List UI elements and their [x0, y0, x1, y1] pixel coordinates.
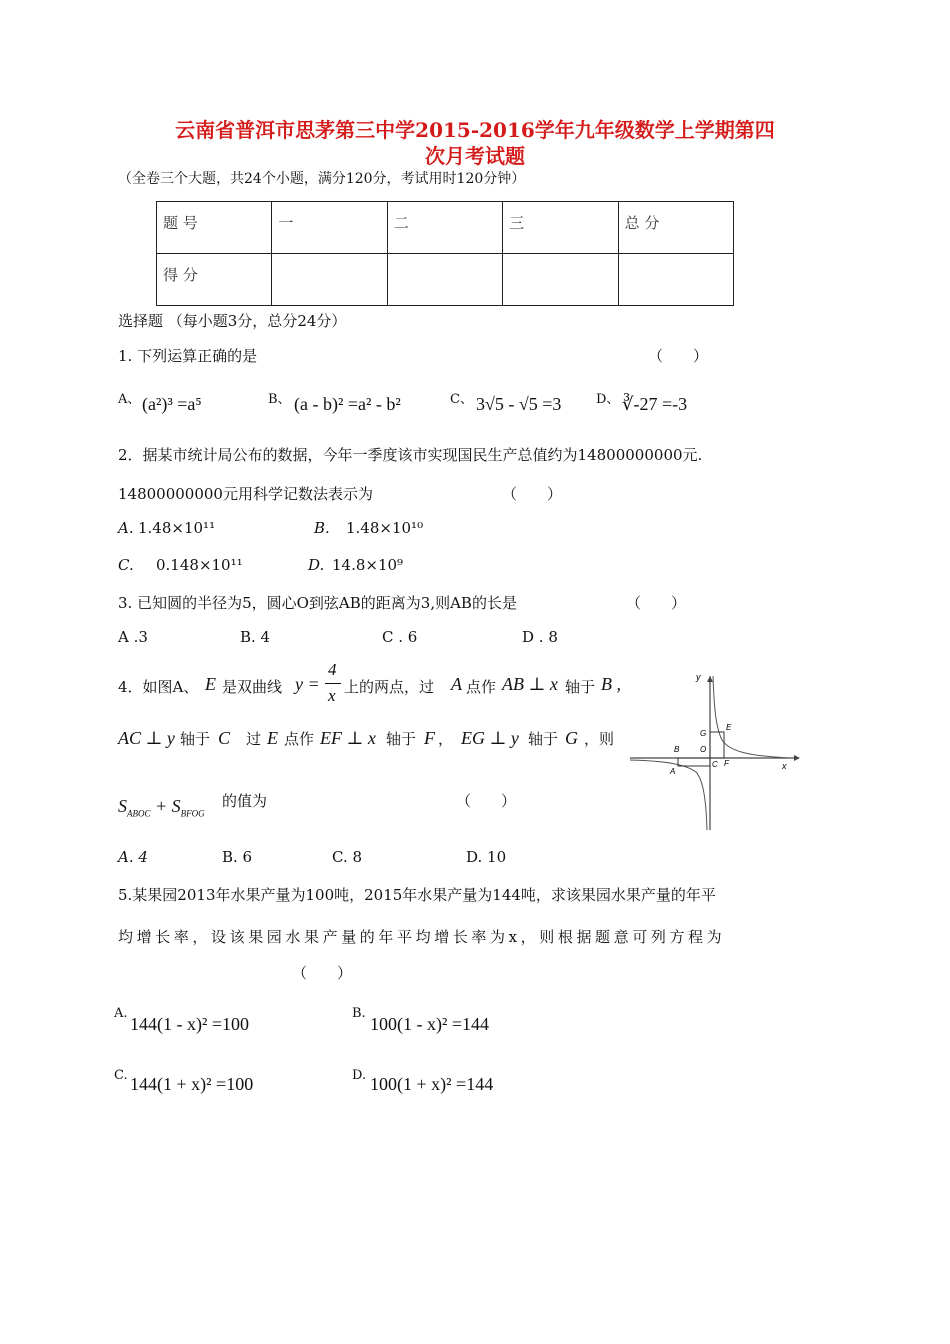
- y-axis-arrow: [707, 676, 713, 682]
- q5-stem-line-1: 5.某果园2013年水果产量为100吨，2015年水果产量为144吨，求该果园水果产量的年平: [118, 886, 716, 904]
- q5-option-b-label: B.: [352, 1006, 366, 1021]
- q1-answer-paren: （ ）: [648, 347, 709, 365]
- q4-stem-part-4: 点作: [466, 678, 497, 696]
- title-line-1: 云南省普洱市思茅第三中学2015-2016学年九年级数学上学期第四: [175, 118, 775, 142]
- q5-option-d-label: D.: [352, 1068, 367, 1083]
- hyperbola-branch-lower: [630, 760, 707, 830]
- q4-math-b: B ,: [601, 674, 621, 694]
- score-row-label: 得 分: [157, 254, 272, 306]
- q4-math-y-eq: y =: [295, 674, 320, 694]
- q4-math-g: G: [565, 728, 578, 748]
- q3-option-a: A .3: [118, 628, 148, 646]
- q5-option-c-label: C.: [114, 1068, 128, 1083]
- score-header-cell: 三: [503, 202, 618, 254]
- q4-option-a: A. 4: [118, 848, 148, 866]
- score-cell[interactable]: [618, 254, 733, 306]
- q4-line2-part-4: 轴于: [386, 730, 417, 748]
- q4-fraction-denominator: x: [328, 686, 336, 705]
- q2-option-b-label: B.: [314, 519, 330, 537]
- score-cell[interactable]: [387, 254, 502, 306]
- q1-option-b-expr: (a - b)² =a² - b²: [294, 394, 401, 414]
- label-b: B: [674, 745, 680, 754]
- q4-math-eg-perp-y: EG ⊥ y: [461, 728, 519, 748]
- score-table: [156, 201, 734, 306]
- q4-line2-part-1: 轴于: [180, 730, 211, 748]
- q1-option-c-label: C、: [450, 392, 473, 407]
- hyperbola-branch-upper: [713, 676, 790, 758]
- score-cell[interactable]: [503, 254, 618, 306]
- q4-math-c: C: [218, 728, 231, 748]
- score-header-cell: 题 号: [157, 202, 272, 254]
- label-g: G: [700, 729, 707, 738]
- q4-math-area-sum: $S_{ABOC} + S_{BFOG}$: [118, 796, 205, 819]
- rect-bfog: [710, 732, 724, 758]
- q4-stem-part-3: 上的两点，过: [344, 678, 435, 696]
- exam-info: （全卷三个大题，共24个小题，满分120分，考试用时120分钟）: [118, 171, 526, 187]
- label-c: C: [712, 760, 718, 769]
- label-e: E: [726, 723, 732, 732]
- q4-fraction-numerator: 4: [328, 660, 337, 679]
- rect-aboc: [678, 758, 710, 766]
- score-cell[interactable]: [272, 254, 387, 306]
- q4-line2-part-3: 点作: [284, 730, 315, 748]
- q4-fraction-bar: [325, 683, 341, 684]
- q2-option-c-label: C.: [118, 556, 134, 574]
- q4-line2-part-6: ，则: [584, 730, 615, 748]
- q3-option-b: B. 4: [240, 628, 271, 646]
- q5-stem-line-2: 均增长率，设该果园水果产量的年平均增长率为x，则根据题意可列方程为: [118, 928, 726, 946]
- q4-line2-part-2: 过: [246, 730, 262, 748]
- q5-option-c-expr: 144(1 + x)² =100: [130, 1074, 254, 1094]
- label-f: F: [724, 759, 729, 768]
- q2-answer-paren: （ ）: [502, 485, 563, 503]
- q2-option-b-expr: 1.48×10¹⁰: [346, 519, 424, 537]
- score-header-cell: 二: [387, 202, 502, 254]
- q2-stem-line-1: 2．据某市统计局公布的数据，今年一季度该市实现国民生产总值约为14800000000元.: [118, 446, 703, 464]
- q3-stem: 3. 已知圆的半径为5，圆心O到弦AB的距离为3,则AB的长是: [118, 594, 517, 612]
- q1-option-a-expr: (a²)³ =a⁵: [142, 394, 202, 414]
- q1-option-a-label: A、: [118, 392, 141, 407]
- q2-option-c-expr: 0.148×10¹¹: [156, 556, 243, 574]
- q4-stem-part-2: 是双曲线: [222, 678, 283, 696]
- q1-option-b-label: B、: [268, 392, 291, 407]
- q1-option-c-expr: 3√5 - √5 =3: [476, 394, 562, 414]
- q4-option-d: D. 10: [466, 848, 507, 866]
- q4-math-f: F: [424, 728, 435, 748]
- x-axis-arrow: [794, 755, 800, 761]
- q4-option-b: B. 6: [222, 848, 253, 866]
- q4-math-e2: E: [267, 728, 278, 748]
- q4-math-e: E: [205, 674, 216, 694]
- q5-option-d-expr: 100(1 + x)² =144: [370, 1074, 494, 1094]
- q1-option-d-label: D、: [596, 392, 620, 407]
- score-header-cell: 一: [272, 202, 387, 254]
- q5-option-b-expr: 100(1 - x)² =144: [370, 1014, 490, 1034]
- q4-line3: 的值为: [222, 792, 268, 810]
- q4-hyperbola-figure: [630, 668, 800, 833]
- q2-option-a-expr: 1.48×10¹¹: [138, 519, 216, 537]
- q3-option-c: C . 6: [382, 628, 418, 646]
- q2-option-d-label: D.: [308, 556, 325, 574]
- q5-answer-paren: （ ）: [292, 964, 353, 982]
- q4-answer-paren: （ ）: [456, 792, 517, 810]
- q1-option-d-expr: ∛-27 =-3: [622, 394, 688, 414]
- q4-math-ac-perp-y: AC ⊥ y: [118, 728, 175, 748]
- q5-option-a-expr: 144(1 - x)² =100: [130, 1014, 250, 1034]
- score-header-cell: 总 分: [618, 202, 733, 254]
- q4-option-c: C. 8: [332, 848, 363, 866]
- label-y: y: [696, 672, 701, 682]
- label-x: x: [782, 761, 787, 771]
- q4-stem-part-5: 轴于: [565, 678, 596, 696]
- q5-option-a-label: A.: [114, 1006, 128, 1021]
- q2-stem-line-2: 14800000000元用科学记数法表示为: [118, 485, 373, 503]
- q1-stem: 1. 下列运算正确的是: [118, 347, 258, 365]
- label-o: O: [700, 745, 707, 754]
- q4-math-a: A: [451, 674, 462, 694]
- q4-math-ab-perp-x: AB ⊥ x: [502, 674, 558, 694]
- q3-answer-paren: （ ）: [626, 594, 687, 612]
- q2-option-d-expr: 14.8×10⁹: [332, 556, 404, 574]
- q4-line2-comma: ，: [438, 730, 454, 748]
- label-a: A: [670, 767, 676, 776]
- q3-option-d: D . 8: [522, 628, 558, 646]
- section-heading: 选择题 （每小题3分，总分24分）: [118, 312, 347, 330]
- title-line-2: 次月考试题: [425, 144, 525, 168]
- q4-line2-part-5: 轴于: [528, 730, 559, 748]
- q4-stem-part-1: 4．如图A、: [118, 678, 199, 696]
- q4-math-ef-perp-x: EF ⊥ x: [320, 728, 376, 748]
- q2-option-a-label: A.: [118, 519, 134, 537]
